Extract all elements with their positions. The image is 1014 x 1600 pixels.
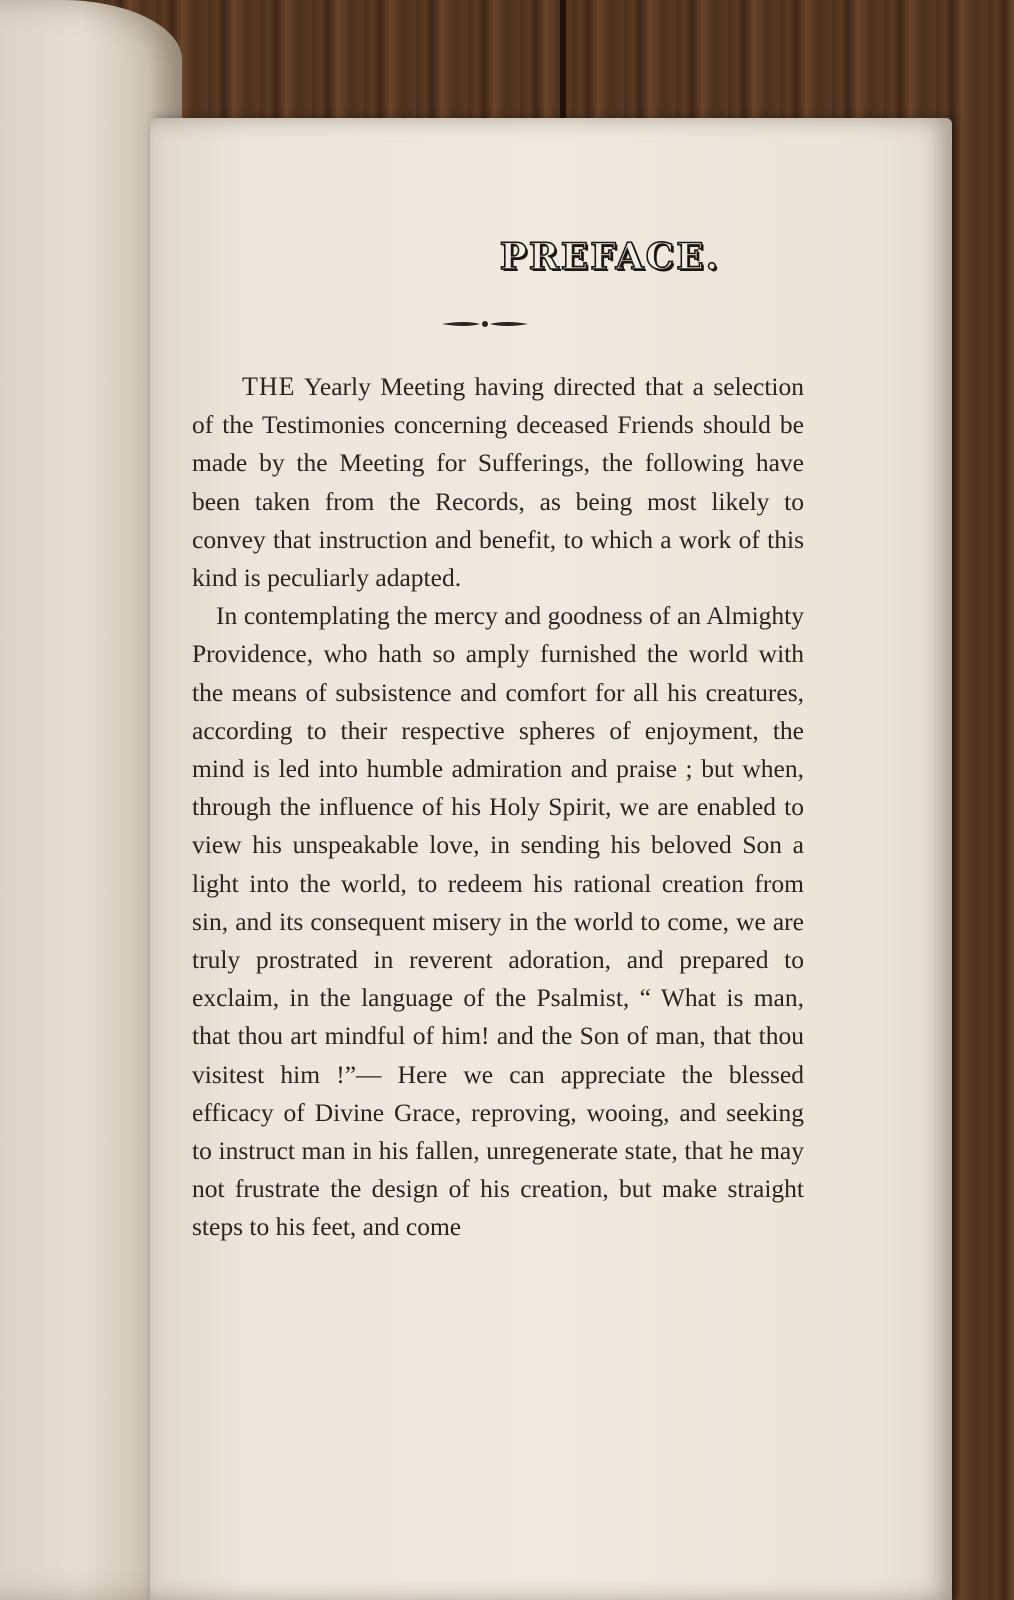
ornament-divider bbox=[440, 318, 530, 330]
page-title: PREFACE. bbox=[499, 236, 721, 278]
book-page bbox=[150, 118, 952, 1600]
paragraph-1 bbox=[192, 368, 804, 597]
paragraph-2-text: In contemplating the mercy and goodness of an Almighty Providence, who hath so amply furnished the world with the means of subsistence and comfort for all his creatures, according to their respective spheres of enjoyment, the mind is led into humble admiration and praise ; but when, through the influence of his Holy Spirit, we are enabled to view his unspeakable love, in sending his beloved Son a light into the world, to redeem his rational creation from sin, and its consequent misery in the world to come, we are truly prostrated in reverent adoration, and prepared to exclaim, in the language of the Psalmist, “ What is man, that thou art mindful of him! and the Son of man, that thou visitest him !”— Here we can appreciate the blessed efficacy of Divine Grace, reproving, wooing, and seeking to instruct man in his fallen, unregenerate state, that he may not frustrate the design of his creation, but make straight steps to his feet, and come bbox=[192, 601, 804, 1242]
preface-text bbox=[192, 368, 804, 1247]
paragraph-1-lead: THE bbox=[242, 372, 296, 401]
paragraph-1-text: Yearly Meeting having directed that a selection of the Testimonies concerning deceased Friends should be made by the Meeting for Sufferings, the following have been taken from the Records, as being most likely to convey that instruction and benefit, to which a work of this kind is peculiarly adapted. bbox=[192, 372, 804, 593]
paragraph-2 bbox=[192, 597, 804, 1246]
